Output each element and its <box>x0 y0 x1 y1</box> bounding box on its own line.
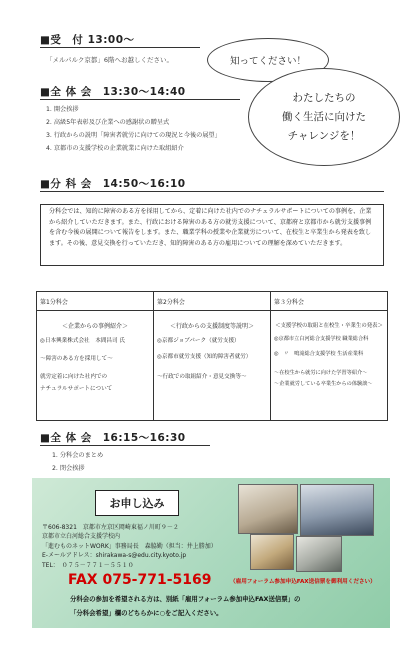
contact-email[interactable]: E-メールアドレス：shirakawa-s@edu.city.kyoto.jp <box>42 552 187 560</box>
agenda-item: 2. 閉会挨拶 <box>52 465 85 472</box>
plenary2-agenda <box>52 449 103 475</box>
callout-line-3: チャレンジを！ <box>287 129 361 142</box>
contact-tel: TEL： ０７５－７７１－５５１０ <box>42 561 134 569</box>
plenary2-rule <box>40 445 210 446</box>
agenda-item: 1. 開会挨拶 <box>46 106 79 113</box>
workplace-photo-1 <box>238 484 298 534</box>
session-2-line: ◎京都市就労支援（知的障害者就労） <box>157 354 252 360</box>
session-1-line: 就労定着に向けた社内での <box>40 374 108 380</box>
session-2-body <box>154 311 271 421</box>
plenary2-heading: ■全 体 会 16:15～16:30 <box>40 432 186 444</box>
reception-subtext: 「メルパルク京都」6階へお越しください。 <box>46 56 174 64</box>
agenda-item: 2. 高級5年表彰及び企業への感謝状の贈呈式 <box>46 119 170 126</box>
callout-large-bubble <box>248 68 400 166</box>
fax-note: （雇用フォーラム参加申込FAX送信票を御利用ください） <box>230 579 376 585</box>
breakout-rule <box>40 191 384 192</box>
application-note-line-2: 「分科会希望」欄のどちらかに○をご記入ください。 <box>70 609 223 617</box>
fax-number: FAX 075-771-5169 <box>68 572 212 588</box>
session-3-header: 第３分科会 <box>271 292 388 311</box>
session-1-header: 第1分科会 <box>37 292 154 311</box>
contact-address: 〒606-8321 京都市左京区岡崎東福ノ川町９－２ <box>42 524 179 531</box>
session-1-line: ～障害のある方を採用して～ <box>40 356 113 362</box>
session-table <box>36 291 388 421</box>
session-2-line: ～行政での取組紹介・意見交換等～ <box>157 374 247 380</box>
reception-rule <box>40 47 200 48</box>
session-3-line: ～在校生から就労に向けた学習等紹介～ <box>274 370 368 376</box>
session-3-line: ◎ 〃 鳴滝総合支援学校 生活産業科 <box>274 351 364 357</box>
session-2-title: ＜行政からの支援制度等説明＞ <box>169 323 254 330</box>
session-3-line: ～企業就労している卒業生からの体験談～ <box>274 381 373 387</box>
agenda-item: 4. 京都市の支援学校の企業就業に向けた取組紹介 <box>46 145 184 152</box>
session-1-line: ◎日本興業株式会社 本間昌司 氏 <box>40 338 125 344</box>
reception-heading: ■受 付 13:00～ <box>40 34 135 46</box>
session-3-line: ◎京都市立白河総合支援学校 職業総合科 <box>274 336 369 342</box>
session-1-title: ＜企業からの事例紹介＞ <box>61 323 128 330</box>
session-1-body <box>37 311 154 421</box>
contact-info <box>42 523 217 570</box>
contact-office: 「進むものネットWORK」事務局長 森脇勤（担当：井上勝加） <box>42 542 217 550</box>
callout-small-text: 知ってください！ <box>229 56 306 67</box>
apply-button[interactable]: お申し込み <box>95 490 179 516</box>
callout-line-2: 働く生活に向けた <box>282 110 366 123</box>
session-2-line: ◎京都ジョブパーク（就労支援） <box>157 338 240 344</box>
contact-school: 京都市立白河総合支援学校内 <box>42 533 121 541</box>
plenary1-heading: ■全 体 会 13:30～14:40 <box>40 86 186 98</box>
session-3-body <box>271 311 388 421</box>
agenda-item: 3. 行政からの説明「障害者就労に向けての現況と今後の展望」 <box>46 132 221 139</box>
session-2-header: 第2分科会 <box>154 292 271 311</box>
workplace-photo-2 <box>300 484 374 536</box>
workplace-photo-4 <box>296 536 342 572</box>
breakout-description-box <box>40 204 384 266</box>
workplace-photo-3 <box>250 534 294 570</box>
agenda-item: 1. 分科会のまとめ <box>52 452 104 459</box>
breakout-description: 分科会では、知的に障害のある方を採用してから、定着に向けた社内でのナチュラルサポートについての事例を、企業から紹介していただきます。また、行政における障害のある方の就労支援について、京都府と京都市から就労支援事例を含む今後の展開について報告をします。また、職業学科の授業や企業就労について、在校生と卒業生から発表を致します。その後、意見交換を行っていただき、知的障害のある方の雇用についての理解を深めていただきます。 <box>49 208 372 247</box>
breakout-heading: ■分 科 会 14:50～16:10 <box>40 178 186 190</box>
session-3-title: ＜支援学校の取組と在校生・卒業生の発表＞ <box>275 323 383 329</box>
plenary1-rule <box>40 99 240 100</box>
session-1-line: ナチュラルサポートについて <box>40 386 113 392</box>
plenary1-agenda <box>46 103 221 155</box>
callout-line-1: わたしたちの <box>292 91 356 104</box>
application-note-line-1: 分科会の参加を希望される方は、別紙「雇用フォーラム参加申込FAX送信票」の <box>70 595 301 603</box>
